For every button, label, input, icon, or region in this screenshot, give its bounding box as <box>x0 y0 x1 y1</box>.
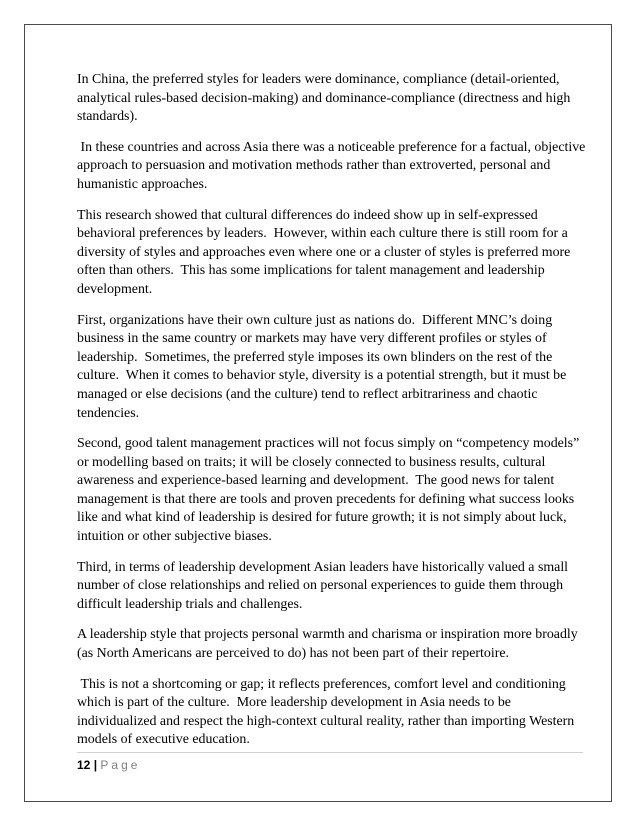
paragraph-leadership-style: A leadership style that projects personal warmth and charisma or inspiration more broadly (as North Americans are perceived to do) has not been part of their repertoire. <box>77 627 582 662</box>
paragraph-first-organizations: First, organizations have their own culture just as nations do. Different MNC’s doing business in the same country or markets may have very different profiles or styles of leadership. Sometimes, the preferred style imposes its own blinders on the rest of the culture. When it comes to behavior style, diversity is a potential strength, but it must be managed or else decisions (and the culture) tend to reflect arbitrariness and chaotic tendencies. <box>77 312 570 421</box>
paragraph-asia-preference: In these countries and across Asia there was a noticeable preference for a factual, objective approach to persuasion and motivation methods rather than extroverted, personal and humanistic approaches. <box>77 139 589 192</box>
paragraph-china-styles: In China, the preferred styles for leaders were dominance, compliance (detail-oriented, analytical rules-based decision-making) and dominance-compliance (directness and high standards). <box>77 72 574 125</box>
paragraph-research-findings: This research showed that cultural differences do indeed show up in self-expressed behavioral preferences by leaders. However, within each culture there is still room for a diversity of styles and approaches even where one or a cluster of styles is preferred more often than others. This has some implications for talent management and leadership development. <box>77 207 574 297</box>
paragraph-third-leadership-development: Third, in terms of leadership development Asian leaders have historically valued a small number of close relationships and relied on personal experiences to guide them through difficult leadership trials and challenges. <box>77 559 572 612</box>
page-number: 12 <box>77 758 91 772</box>
paragraph-second-talent-management: Second, good talent management practices will not focus simply on “competency models” or modelling based on traits; it will be closely connected to business results, cultural awareness and experience-based learning and development. The good news for talent management is that there are tools and proven precedents for defining what success looks like and what kind of leadership is desired for future growth; it is not simply about luck, intuition or other subjective biases. <box>77 436 583 545</box>
footer-separator: | <box>93 758 98 772</box>
page-label: Page <box>100 758 141 772</box>
paragraph-not-a-shortcoming: This is not a shortcoming or gap; it reflects preferences, comfort level and conditioning which is part of the culture. More leadership development in Asia needs to be individualized and respect the high-context cultural reality, rather than importing Western models of executive education. <box>77 676 578 748</box>
page-footer <box>77 752 583 772</box>
document-body <box>77 71 589 762</box>
